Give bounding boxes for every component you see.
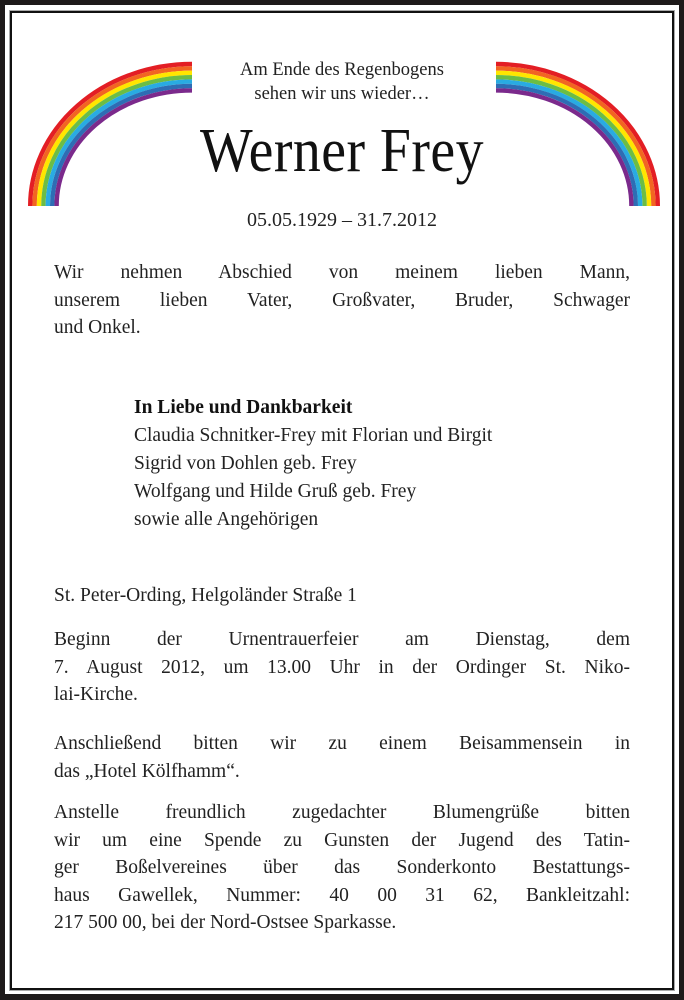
donation-line: ger Boßelvereines über das Sonderkonto Bestattungs- <box>54 857 630 878</box>
signer-name: Wolfgang und Hilde Gruß geb. Frey <box>134 481 417 502</box>
donation-paragraph <box>54 799 630 937</box>
donation-line: wir um eine Spende zu Gunsten der Jugend des Tatin- <box>54 829 630 851</box>
farewell-line: Wir nehmen Abschied von meinem lieben Mann, <box>54 262 630 283</box>
farewell-paragraph <box>54 259 630 342</box>
donation-line: haus Gawellek, Nummer: 40 00 31 62, Bankleitzahl: <box>54 884 630 906</box>
deceased-name: Werner Frey <box>200 117 484 185</box>
donation-line: Anstelle freundlich zugedachter Blumengrüße bitten <box>54 802 630 823</box>
ceremony-line: lai-Kirche. <box>54 684 138 705</box>
motto-line-2: sehen wir uns wieder… <box>254 84 430 104</box>
ceremony-line: Beginn der Urnentrauerfeier am Dienstag, dem <box>54 629 630 650</box>
gathering-line: Anschließend bitten wir zu einem Beisammensein in <box>54 733 630 754</box>
address-line: St. Peter-Ording, Helgoländer Straße 1 <box>54 585 357 606</box>
ceremony-line: 7. August 2012, um 13.00 Uhr in der Ordinger St. Niko- <box>54 656 630 678</box>
signer-name: Claudia Schnitker-Frey mit Florian und Birgit <box>134 425 493 446</box>
gathering-line: das „Hotel Kölfhamm“. <box>54 760 240 782</box>
signer-name: Sigrid von Dohlen geb. Frey <box>134 453 357 474</box>
motto-line-1: Am Ende des Regenbogens <box>240 60 444 80</box>
motto <box>190 58 494 106</box>
signer-name: sowie alle Angehörigen <box>134 509 319 530</box>
life-dates: 05.05.1929 – 31.7.2012 <box>247 209 437 231</box>
signers-heading: In Liebe und Dankbarkeit <box>134 397 353 418</box>
farewell-line: und Onkel. <box>54 317 141 338</box>
signers-block <box>134 394 634 534</box>
gathering-paragraph <box>54 730 630 785</box>
ceremony-paragraph <box>54 626 630 709</box>
farewell-line: unserem lieben Vater, Großvater, Bruder, Schwager <box>54 289 630 311</box>
donation-line: 217 500 00, bei der Nord-Ostsee Sparkasse. <box>54 912 397 933</box>
rainbow-right-icon <box>492 58 662 208</box>
address <box>54 582 630 610</box>
